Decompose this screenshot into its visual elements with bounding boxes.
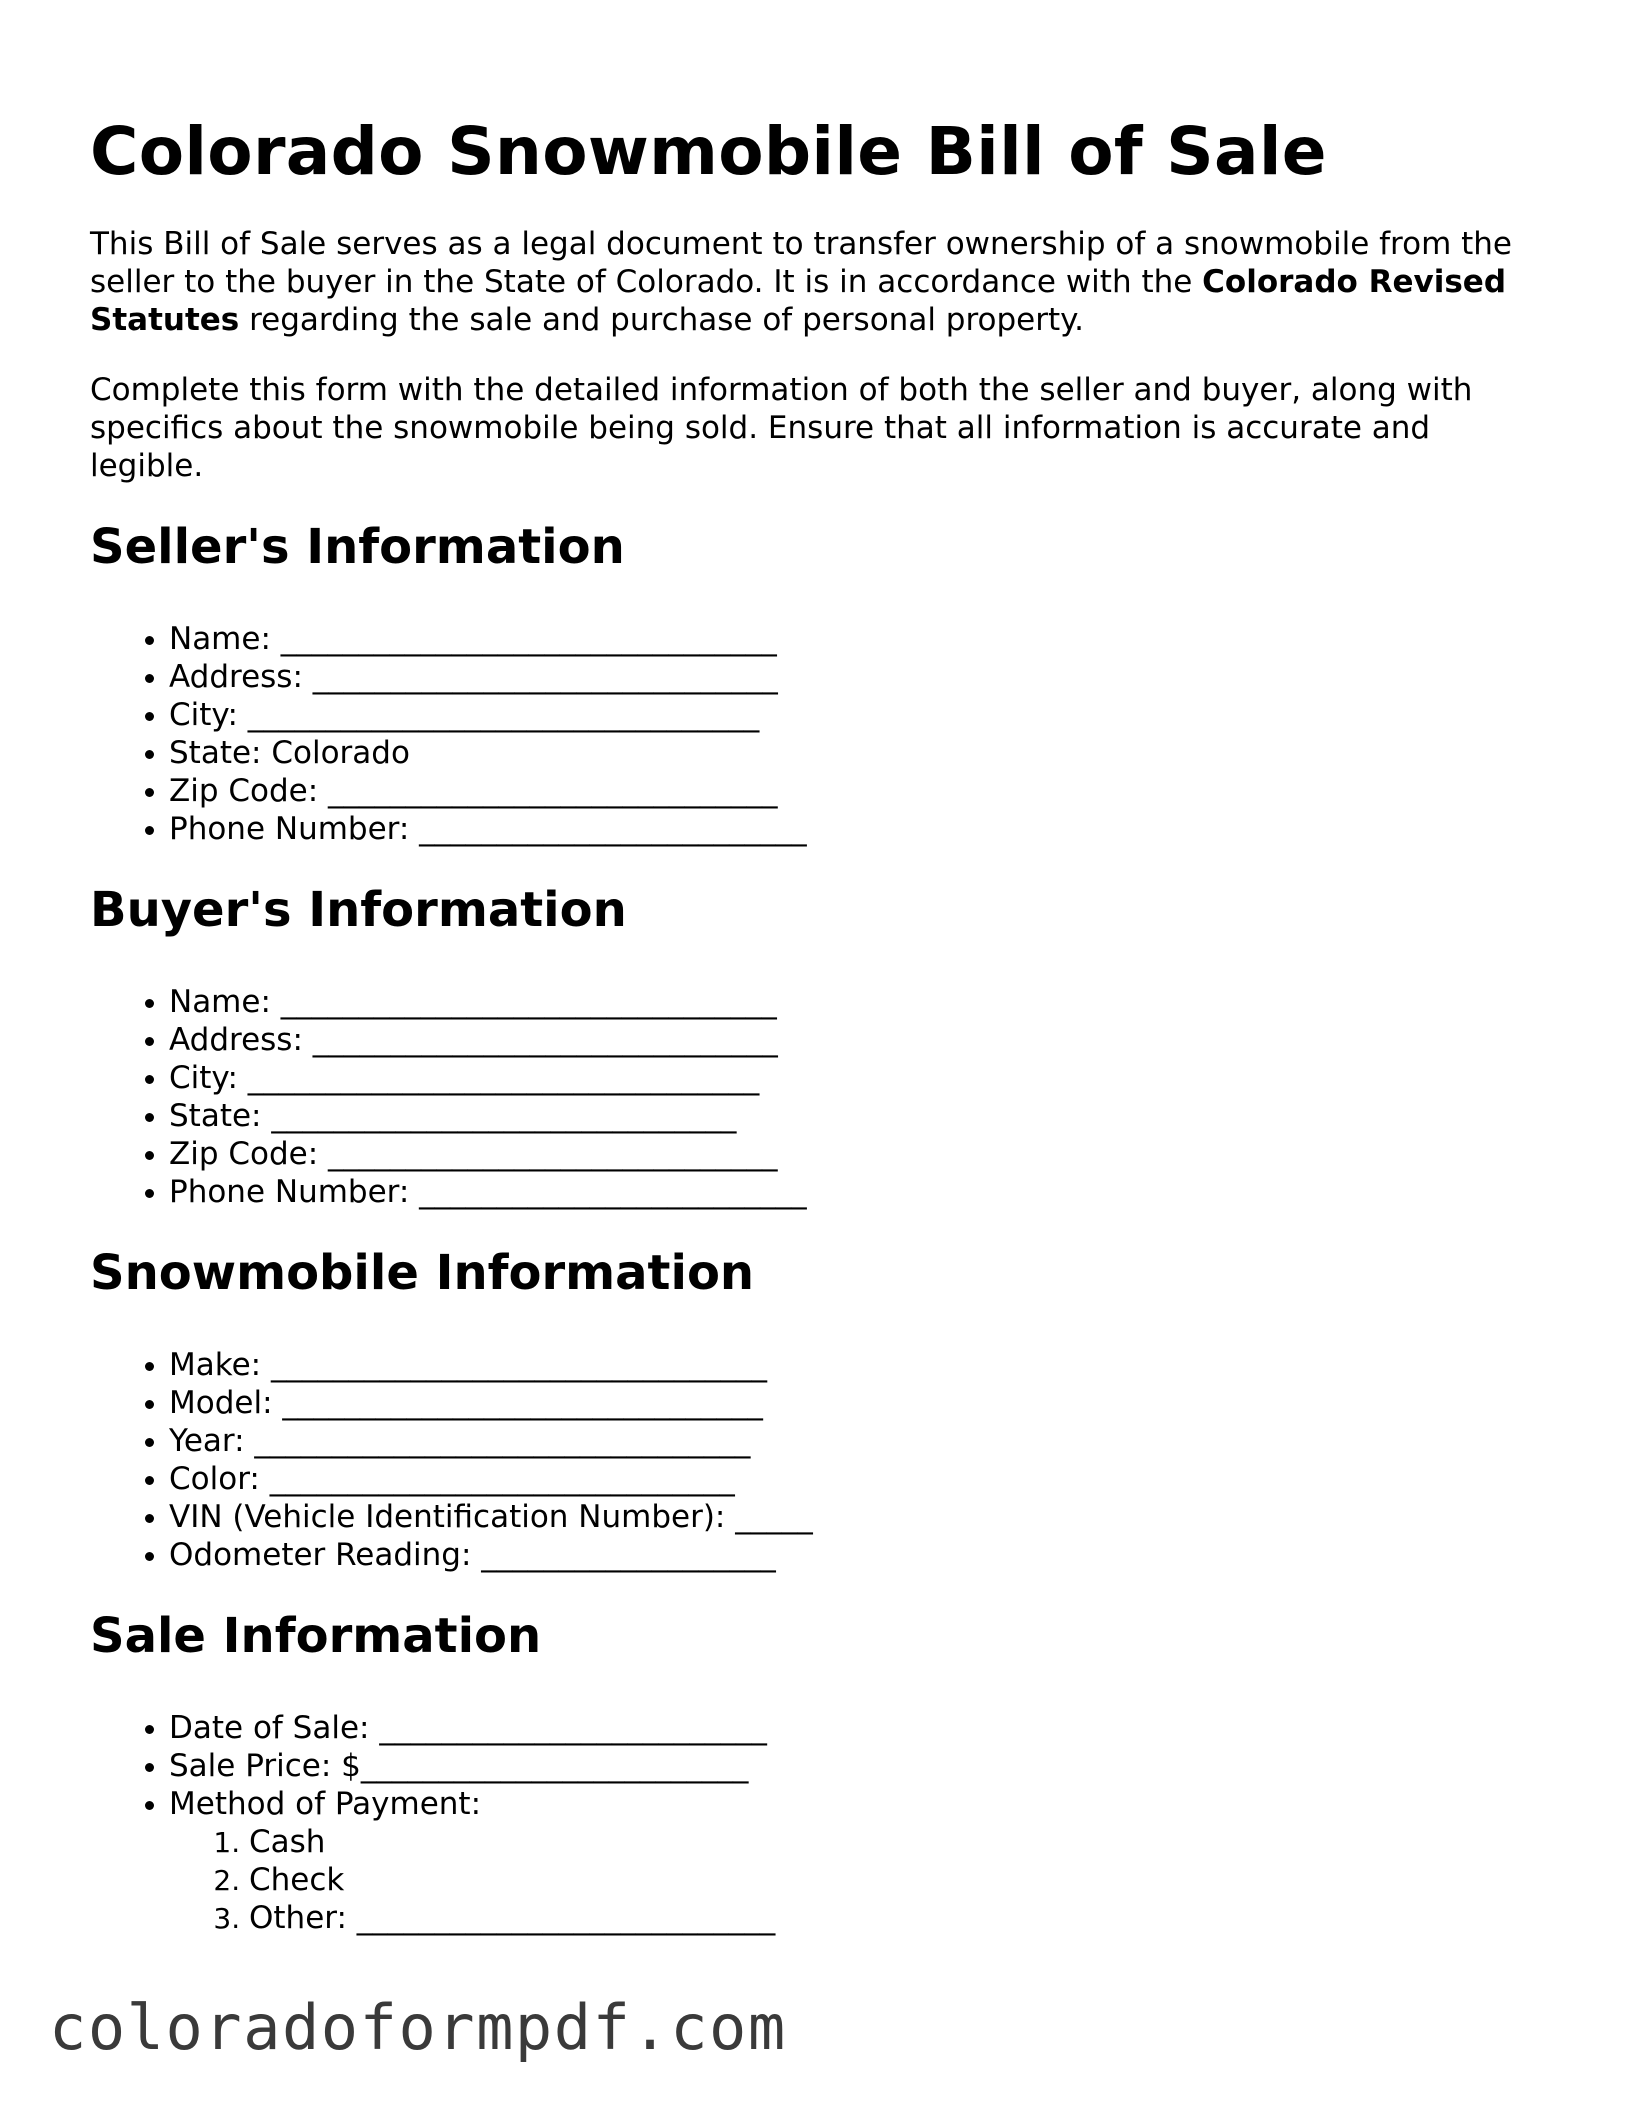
seller-fields	[90, 620, 1540, 848]
model-field[interactable]: • Model: _______________________________	[169, 1384, 1540, 1422]
intro-paragraph-2: Complete this form with the detailed information of both the seller and buyer, along with specifics about the snowmobile being sold. Ensure that all information is accurate and legible.	[90, 372, 1473, 484]
intro-paragraph-1	[90, 225, 1540, 339]
seller-address-field[interactable]: • Address: ______________________________	[169, 658, 1540, 696]
buyer-city-field[interactable]: • City: _________________________________	[169, 1059, 1540, 1097]
buyer-heading: Buyer's Information	[90, 882, 627, 938]
vin-field[interactable]: • VIN (Vehicle Identification Number): _____	[169, 1498, 1540, 1536]
seller-state-field: • State: Colorado	[169, 734, 1540, 772]
buyer-address-field[interactable]: • Address: ______________________________	[169, 1021, 1540, 1059]
buyer-phone-field[interactable]: • Phone Number: _________________________	[169, 1173, 1540, 1211]
payment-option-check[interactable]: 2. Check	[249, 1861, 1540, 1899]
snowmobile-fields	[90, 1346, 1540, 1574]
seller-phone-field[interactable]: • Phone Number: _________________________	[169, 810, 1540, 848]
buyer-zip-field[interactable]: • Zip Code: _____________________________	[169, 1135, 1540, 1173]
seller-zip-field[interactable]: • Zip Code: _____________________________	[169, 772, 1540, 810]
seller-name-field[interactable]: • Name: ________________________________	[169, 620, 1540, 658]
date-of-sale-field[interactable]: • Date of Sale: _________________________	[169, 1709, 1540, 1747]
page-title: Colorado Snowmobile Bill of Sale	[90, 113, 1327, 190]
seller-heading: Seller's Information	[90, 519, 625, 575]
buyer-fields	[90, 983, 1540, 1211]
statutes-reference: Colorado Revised Statutes	[90, 264, 1507, 338]
intro-text-1: This Bill of Sale serves as a legal document to transfer ownership of a snowmobile from the seller to the buyer in the State of Colorado. It is in accordance with the	[90, 226, 1512, 300]
payment-option-other[interactable]: 3. Other: ___________________________	[249, 1899, 1540, 1937]
site-watermark: coloradoformpdf.com	[49, 1991, 787, 2064]
payment-option-cash[interactable]: 1. Cash	[249, 1823, 1540, 1861]
sale-heading: Sale Information	[90, 1608, 542, 1664]
snowmobile-heading: Snowmobile Information	[90, 1245, 755, 1301]
year-field[interactable]: • Year: ________________________________	[169, 1422, 1540, 1460]
buyer-name-field[interactable]: • Name: ________________________________	[169, 983, 1540, 1021]
sale-price-field[interactable]: • Sale Price: $_________________________	[169, 1747, 1540, 1785]
make-field[interactable]: • Make: ________________________________	[169, 1346, 1540, 1384]
sale-fields	[90, 1709, 1540, 1937]
payment-method-list	[169, 1823, 1540, 1937]
buyer-state-field[interactable]: • State: ______________________________	[169, 1097, 1540, 1135]
seller-city-field[interactable]: • City: _________________________________	[169, 696, 1540, 734]
document-page	[90, 0, 1540, 1937]
payment-method-item	[169, 1785, 1540, 1937]
color-field[interactable]: • Color: ______________________________	[169, 1460, 1540, 1498]
intro-text-2: regarding the sale and purchase of personal property.	[239, 302, 1084, 338]
payment-method-label: Method of Payment:	[169, 1786, 482, 1822]
odometer-field[interactable]: • Odometer Reading: ___________________	[169, 1536, 1540, 1574]
